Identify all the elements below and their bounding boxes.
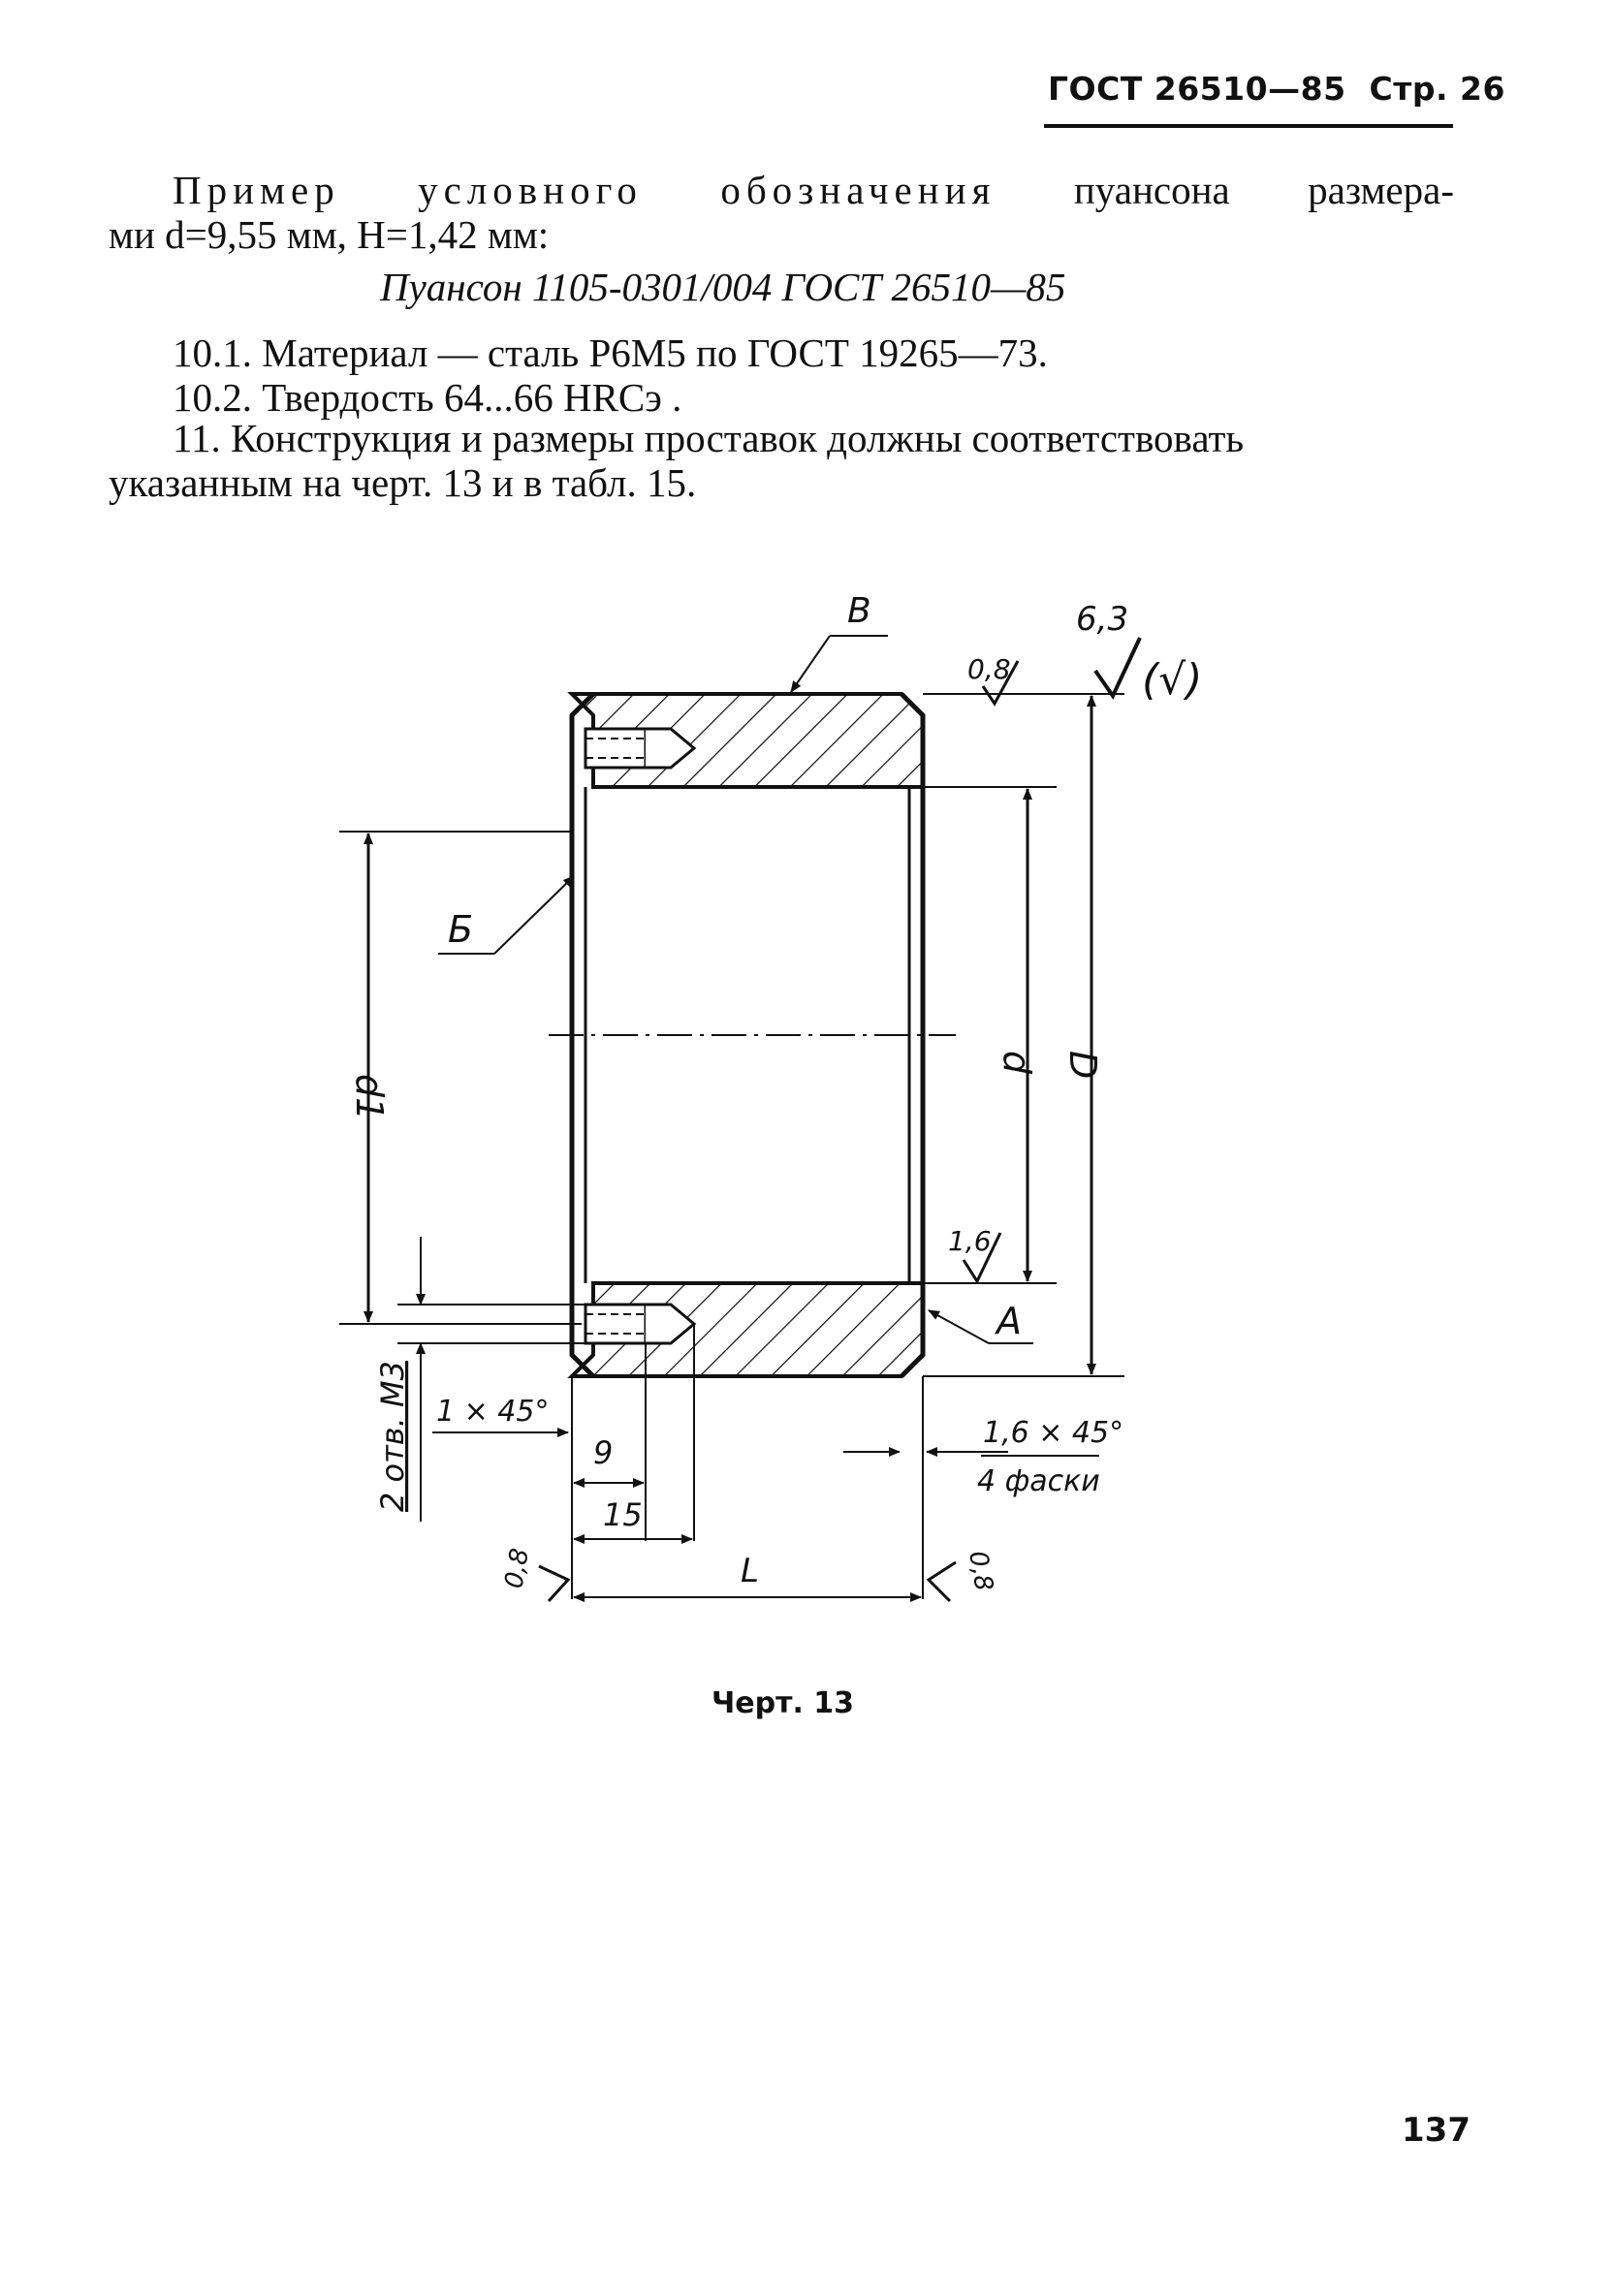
dim-9: 9: [593, 1434, 614, 1471]
item-11-line-1: 11. Конструкция и размеры проставок должны соответствовать: [173, 416, 1245, 460]
roughness-right: 0,8: [963, 1549, 998, 1593]
header-rule: [1044, 124, 1453, 128]
label-B: Б: [448, 908, 474, 951]
dim-D: D: [1061, 1051, 1104, 1080]
roughness-bore: 1,6: [948, 1225, 992, 1257]
word: условного: [418, 168, 643, 212]
item-10-1: 10.1. Материал — сталь Р6М5 по ГОСТ 19265—73.: [173, 330, 1048, 375]
figure-caption: Черт. 13: [712, 1686, 855, 1720]
word: Пример: [173, 168, 340, 212]
chamfer-right: 1,6 × 45°: [983, 1416, 1124, 1450]
chamfer-count: 4 фаски: [977, 1464, 1100, 1498]
roughness-check: (√): [1142, 655, 1203, 705]
item-10-2: 10.2. Твердость 64...66 HRCэ .: [173, 375, 682, 420]
dim-L: L: [741, 1552, 759, 1590]
threaded-hole-upper: [585, 729, 694, 768]
roughness-left: 0,8: [499, 1546, 536, 1591]
dim-15: 15: [603, 1496, 643, 1533]
item-11-line-2: указанным на черт. 13 и в табл. 15.: [109, 460, 697, 505]
label-V: В: [847, 591, 871, 631]
header-page: Стр. 26: [1369, 70, 1505, 108]
dim-d: d: [996, 1051, 1038, 1075]
roughness-top: 0,8: [967, 653, 1011, 685]
dim-d1: d1: [348, 1074, 391, 1121]
technical-drawing: [0, 543, 1613, 1657]
label-A: А: [996, 1300, 1022, 1342]
page-number: 137: [1402, 2111, 1471, 2150]
word: пуансона: [1073, 168, 1230, 212]
example-line-1: [173, 167, 1454, 213]
chamfer-left: 1 × 45°: [436, 1395, 550, 1429]
example-line-2: ми d=9,55 мм, H=1,42 мм:: [109, 212, 550, 257]
holes-note: 2 отв. М3: [374, 1361, 411, 1512]
threaded-hole-lower: [585, 1305, 694, 1343]
word: обозначения: [720, 168, 996, 212]
punch-designation: Пуансон 1105-0301/004 ГОСТ 26510—85: [380, 265, 1066, 309]
roughness-general-value: 6,3: [1076, 600, 1129, 639]
word: размера-: [1308, 168, 1454, 212]
running-header: [1048, 70, 1505, 108]
standard-number: ГОСТ 26510—85: [1048, 70, 1346, 108]
roughness-symbol-general: [1076, 600, 1202, 705]
